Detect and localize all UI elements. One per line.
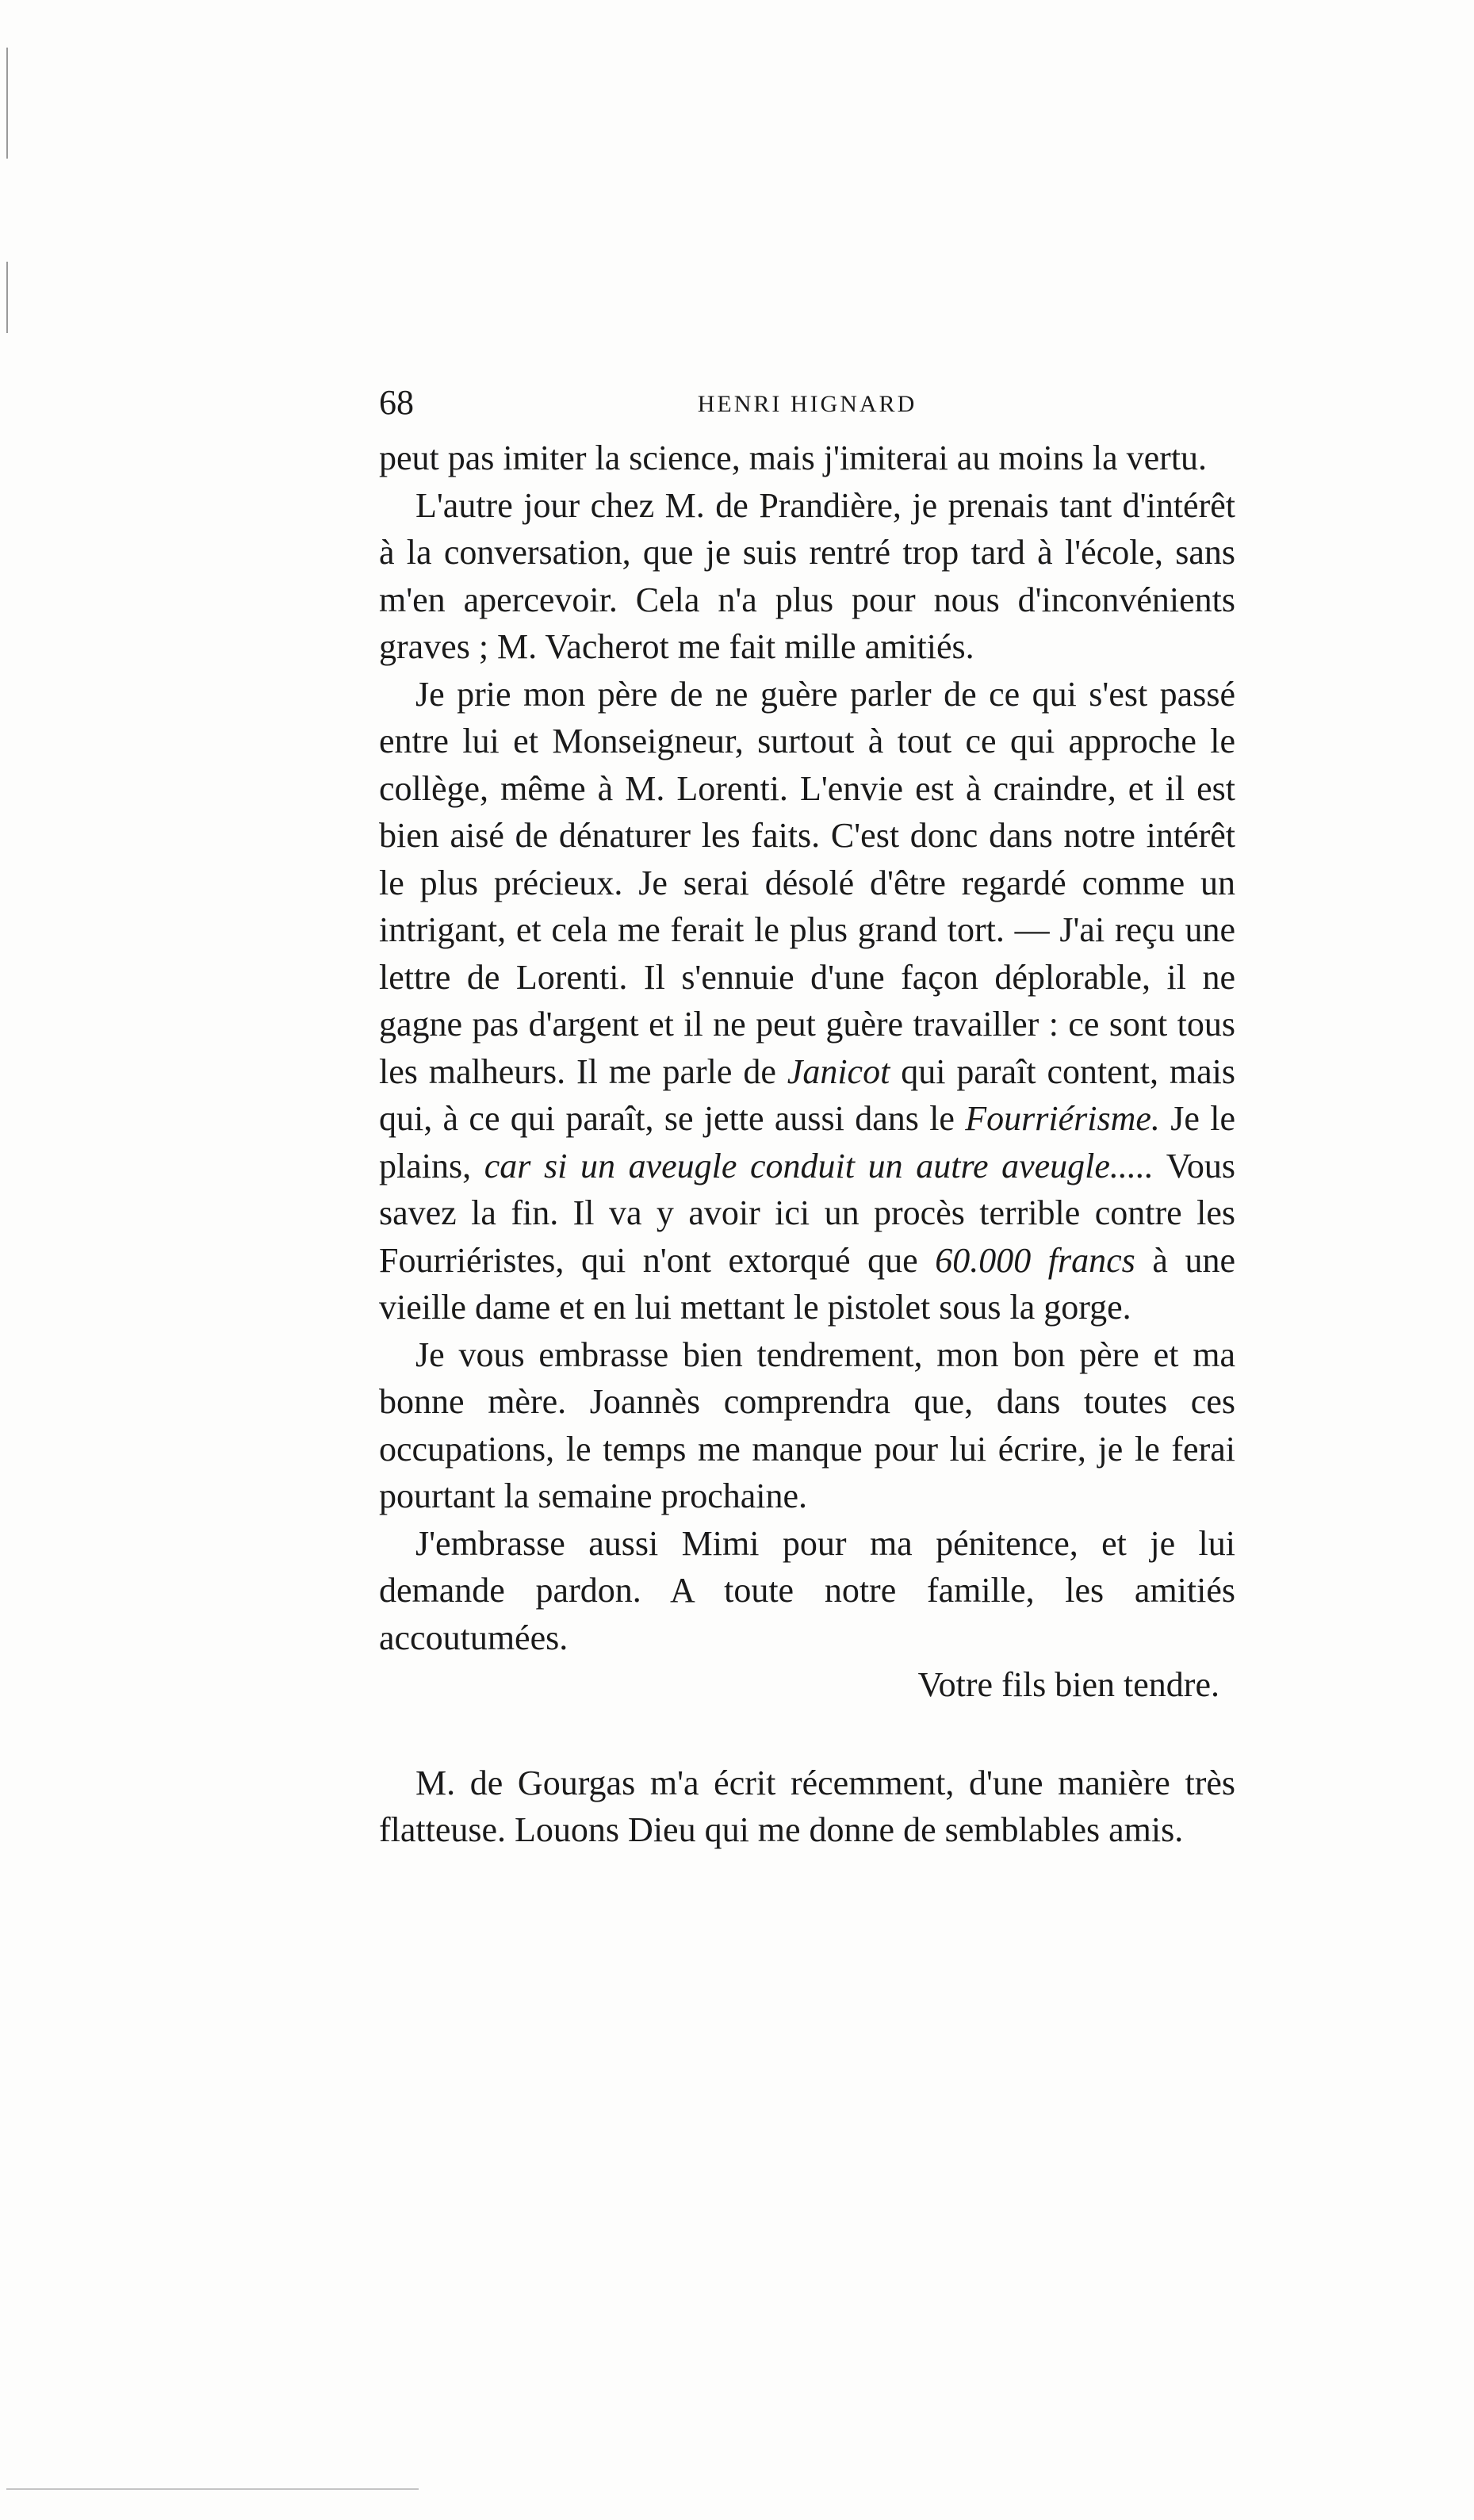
body-text (379, 435, 1235, 1854)
running-head: HENRI HIGNARD (697, 391, 917, 417)
italic-text: car si un aveugle conduit un autre aveugle..... (484, 1146, 1154, 1185)
signature: Votre fils bien tendre. (917, 1665, 1219, 1704)
paragraph: Je vous embrasse bien tendrement, mon bon père et ma bonne mère. Joannès comprendra que, dans toutes ces occupations, le temps me manque pour lui écrire, je le ferai pourtant la semaine prochaine. (379, 1335, 1235, 1515)
page-number: 68 (379, 383, 414, 422)
italic-text: Janicot (787, 1051, 890, 1091)
text-run: qui paraît content, mais qui, à ce qui paraît, se jette aussi dans le (379, 1051, 1235, 1138)
text-run: à une vieille dame et en lui mettant le pistolet sous la gorge. (379, 1240, 1236, 1327)
postscript: M. de Gourgas m'a écrit récemment, d'une manière très flatteuse. Louons Dieu qui me donne de semblables amis. (379, 1763, 1235, 1849)
text-run: Je le plains, (379, 1099, 1235, 1185)
scan-edge-mark (6, 2488, 419, 2490)
page-header (379, 379, 1235, 427)
text-run: Je prie mon père de ne guère parler de ce qui s'est passé entre lui et Monseigneur, surtout à tout ce qui approche le collège, même à M. Lorenti. L'envie est à craindre, et il est bien aisé de dénaturer les faits. C'est donc dans notre intérêt le plus précieux. Je serai désolé d'être regardé comme un intrigant, et cela me ferait le plus grand tort. — J'ai reçu une lettre de Lorenti. Il s'ennuie d'une façon déplorable, il ne gagne pas d'argent et il ne peut guère travailler : ce sont tous les malheurs. Il me parle de (379, 674, 1235, 1091)
paragraph: J'embrasse aussi Mimi pour ma pénitence, et je lui demande pardon. A toute notre famille, les amitiés accoutumées. (379, 1523, 1235, 1657)
paragraph (379, 671, 1235, 1331)
paragraph: L'autre jour chez M. de Prandière, je prenais tant d'intérêt à la conversation, que je suis rentré trop tard à l'école, sans m'en apercevoir. Cela n'a plus pour nous d'inconvénients graves ; M. Vacherot me fait mille amitiés. (379, 485, 1235, 666)
text-run: Vous savez la fin. Il va y avoir ici un procès terrible contre les Fourriéristes, qui n'ont extorqué que (379, 1146, 1235, 1280)
scan-edge-mark (6, 48, 8, 159)
paragraph-continuation: peut pas imiter la science, mais j'imiterai au moins la vertu. (379, 439, 1208, 477)
italic-text: 60.000 francs (935, 1240, 1135, 1280)
italic-text: Fourriérisme. (965, 1099, 1160, 1138)
scan-edge-mark (6, 262, 8, 333)
